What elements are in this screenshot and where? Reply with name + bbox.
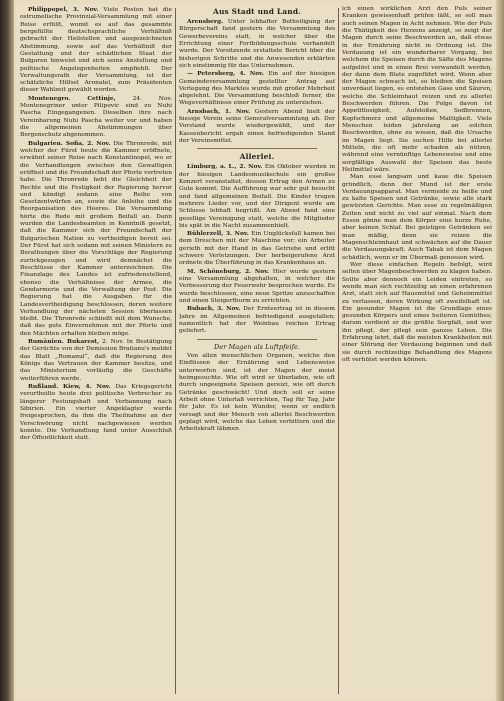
news-paragraph: Montenegro. Cettinje, 24. Nov. Montenegriner unter Pilipovic sind zu Nuhi Pascha Eingegangenen. Dieselben ihre nach Vereinbarung Nuhi Pascha weiter vor und haben die allgemeinen Abstimmungen über Bergenschutz abgenommen. (20, 94, 172, 139)
subsection-title: Allerlei. (239, 152, 275, 162)
section-title: Aus Stadt und Land. (213, 7, 301, 16)
feature-paragraph: Von allen menschlichen Organen, welche den Einflüssen der Ernährung und Lebensweise unterworfen sind, ist der Magen der meist heimgesuchte. Wie oft wird er überladen, wie oft durch ungeeignete Speisen gereizt, wie oft durch Getränke geschwächt! Und doch soll er seine Arbeit ohne Unterlaß verrichten, Tag für Tag, Jahr für Jahr. Es ist kein Wunder, wenn er endlich versagt und der Mensch von allerlei Beschwerden geplagt wird, welche das Leben verbittern und die Arbeitskraft lähmen. (179, 353, 335, 433)
news-paragraph: Rußland. Kiew, 4. Nov. Das Kriegsgericht verurtheilte heute drei politische Verbrecher zu längerer Festungshaft und Verbannung nach Sibirien. Ein vierter Angeklagter wurde freigesprochen, da ihm die Theilnahme an der Verschwörung nicht nachgewiesen werden konnte. Die Verhandlung fand unter Ausschluß der Öffentlichkeit statt. (20, 382, 172, 442)
news-paragraph: Bühlerzell, 3. Nov. Ein Unglücksfall kamen bei dem Dreschen mit der Maschine vor; ein Arbeiter gerieth mit der Hand in das Getriebe und erlitt schwere Verletzungen. Der herbeigerufene Arzt ordnete die Überführung in das Krankenhaus an. (179, 230, 335, 267)
feature-paragraph: ich einen wirklichen Arzt den Puls seiner Kranken gewissenhaft prüfen läßt, so soll man auch seinen Magen in Acht nehmen. Wie der Puls die Thätigkeit des Herzens anzeigt, so zeigt der Magen durch seine Beschwerden an, daß etwas in der Ernährung nicht in Ordnung ist. Die Verdauung ist ein wunderbarer Vorgang, bei welchem die Speisen durch die Säfte des Magens aufgelöst und in einen Brei verwandelt werden, der dann dem Blute zugeführt wird. Wenn aber der Magen schwach ist, so bleiben die Speisen unverdaut liegen, es entstehen Gase und Säuren, welche die Schleimhaut reizen und zu allerlei Beschwerden führen. Die Folge davon ist Appetitlosigkeit, Aufstoßen, Sodbrennen, Kopfschmerz und allgemeine Mattigkeit. Viele Menschen leiden jahrelang an solchen Beschwerden, ohne zu wissen, daß die Ursache im Magen liegt. Sie suchen Hilfe bei allerlei Mitteln, die oft mehr schaden als nützen, während eine vernünftige Lebensweise und eine sorgfältige Auswahl der Speisen das beste Heilmittel wäre. (342, 6, 492, 173)
newspaper-page (16, 4, 494, 698)
section-divider (197, 339, 317, 340)
news-paragraph: Limburg, a. L., 2. Nov. Ein Oktober wurden in der hiesigen Landesmusikschule ein großes Konzert veranstaltet, dessen Ertrag den Armen zu Gute kommt. Die Aufführung war sehr gut besucht und fand allgemeinen Beifall. Die Kinder trugen mehrere Lieder vor, und der Dirigent wurde am Schlusse lebhaft begrüßt. Am Abend fand eine gesellige Vereinigung statt, welche die Mitglieder bis spät in die Nacht zusammenhielt. (179, 163, 335, 229)
feature-title: Der Magen als Luftpfeife. (214, 342, 300, 351)
feature-paragraph: Man esse langsam und kaue die Speisen gründlich, denn der Mund ist der erste Verdauungsapparat. Man vermeide zu heiße und zu kalte Speisen und Getränke, sowie alle stark gewürzten Gerichte. Man esse zu regelmäßigen Zeiten und nicht zu viel auf einmal. Nach dem Essen gönne man dem Körper eine kurze Ruhe, aber keinen Schlaf. Bei geistigen Getränken sei man mäßig, denn sie reizen die Magenschleimhaut und schwächen auf die Dauer die Verdauungskraft. Auch Tabak ist dem Magen schädlich, wenn er im Übermaß genossen wird. (342, 174, 492, 261)
news-paragraph: Arensberg. Unter lebhafter Betheiligung der Bürgerschaft fand gestern die Versammlung des Gewerbevereins statt, in welcher über die Errichtung einer Fortbildungsschule verhandelt wurde. Der Vorsitzende erstattete Bericht über die bisherigen Schritte und die Anwesenden erklärten sich einstimmig für das Unternehmen. (179, 18, 335, 69)
column-middle (179, 6, 335, 694)
page-edge (496, 0, 504, 701)
news-paragraph: Bubach, 3. Nov. Der Ernteertrag ist in diesem Jahre im Allgemeinen befriedigend ausgefallen; namentlich hat der Weinbau reichen Ertrag geliefert. (179, 305, 335, 335)
news-paragraph: Arnsbach, 1. Nov. Gestern Abend hielt der hiesige Verein seine Generalversammlung ab. Der Vorstand wurde wiedergewählt, und der Kassenbericht ergab einen befriedigenden Stand der Vereinsmittel. (179, 107, 335, 144)
feature-paragraph: Wer diese einfachen Regeln befolgt, wird selten über Magenbeschwerden zu klagen haben. Sollte aber dennoch ein Leiden eintreten, so wende man sich rechtzeitig an einen erfahrenen Arzt, statt sich auf Hausmittel und Geheimmittel zu verlassen, deren Wirkung oft zweifelhaft ist. Ein gesunder Magen ist die Grundlage eines gesunden Körpers und eines heiteren Gemüthes; darum verdient er die größte Sorgfalt, und wer ihn pflegt, der pflegt sein ganzes Leben. Die Erfahrung lehrt, daß die meisten Krankheiten mit einer Störung der Verdauung beginnen und daß sie durch rechtzeitige Behandlung des Magens oft verhütet werden können. (342, 261, 492, 363)
column-rule (175, 8, 176, 694)
column-right (342, 6, 492, 694)
news-paragraph: — Petersberg, 4. Nov. Ein auf der hiesigen Gemeindeversammlung gestellter Antrag auf Verlegung des Marktes wurde mit großer Mehrheit abgelehnt. Die Versammlung beschloß ferner, die Wegeverhältnisse einer Prüfung zu unterziehen. (179, 70, 335, 107)
news-paragraph: Philippopel, 3. Nov. Viele Posten hat die ostrumelische Provinzial-Versammlung mit einer Reise erfüllt, womit es auf das gesammte bergefüllte deutschsprachliche Verhältniß gebracht der Heilstellen und ausgezeichneten Abstimmung, sowie auf das Verhältniß der Gestattung und der schädlichen Staat der Bulgaren hinweist und sich seine Anstellung und politische Angelegenheiten empfiehlt. Der Verwaltungsrath der Versammlung, ist der schätzliche Hilfsel Aronatel, zum Präsidenten dieser Wahlzeit gewählt worden. (20, 6, 172, 94)
news-paragraph: M. Schöneburg, 2. Nov. Hier wurde gestern eine Versammlung abgehalten, in welcher die Verbesserung der Feuerwehr besprochen wurde. Es wurde beschlossen, eine neue Spritze anzuschaffen und einen Steigerthurm zu errichten. (179, 267, 335, 304)
news-paragraph: Rumänien. Bukarest, 2. Nov. In Bestätigung der Gerüchte von der Demission Bratianu's meldet das Blatt „Romanul“, daß die Regierung des Königs das Vertrauen der Kammer besitze, und das Ministerium vorläufig die Geschäfte weiterführen werde. (20, 338, 172, 382)
column-rule (338, 8, 339, 694)
news-paragraph: Bulgarien. Sofia, 2. Nov. Die Thronrede, mit welcher der Fürst heute die Kammer eröffnete, erwähnt seiner Reise nach Konstantinopel, wo er die Verhandlungen zwischen den Gewaltigen eröffnet und die Freundschaft der Pforte vertreten habe. Die Thronrede hebt die Gleichheit der Rechte und die Festigkeit der Regierung hervor und kündigt sodann eine Reihe von Gesetzentwürfen an, sowie die Anleihe und die Reorganisation des Heeres. Die Versammlung hörte die Rede mit großem Beifall an. Dann wurden die Landesbeamten in Kenntniß gesetzt, daß die Kammer sich der Freundschaft der Bulgarischen Nation zu vertheidigen bereit sei. Der Fürst hat sich sodann mit seinen Ministern zu Berathungen über die Vorschläge der Regierung zurückgezogen und wird demnächst die Beschlüsse der Kammer unterzeichnen. Die Finanzlage des Landes ist zufriedenstellend, ebenso die Verhältnisse der Armee, die Gendarmerie und die Verwaltung der Post. Die Regierung hat die Ausgaben für die Landesvertheidigung beschlossen, deren weitere Verhandlung der nächsten Session überlassen bleibt. Die Thronrede schließt mit dem Wunsche, daß das gute Einvernehmen mit der Pforte und den Mächten erhalten bleiben möge. (20, 139, 172, 337)
column-left (20, 6, 172, 694)
book-spine (0, 0, 14, 701)
section-divider (197, 148, 317, 149)
